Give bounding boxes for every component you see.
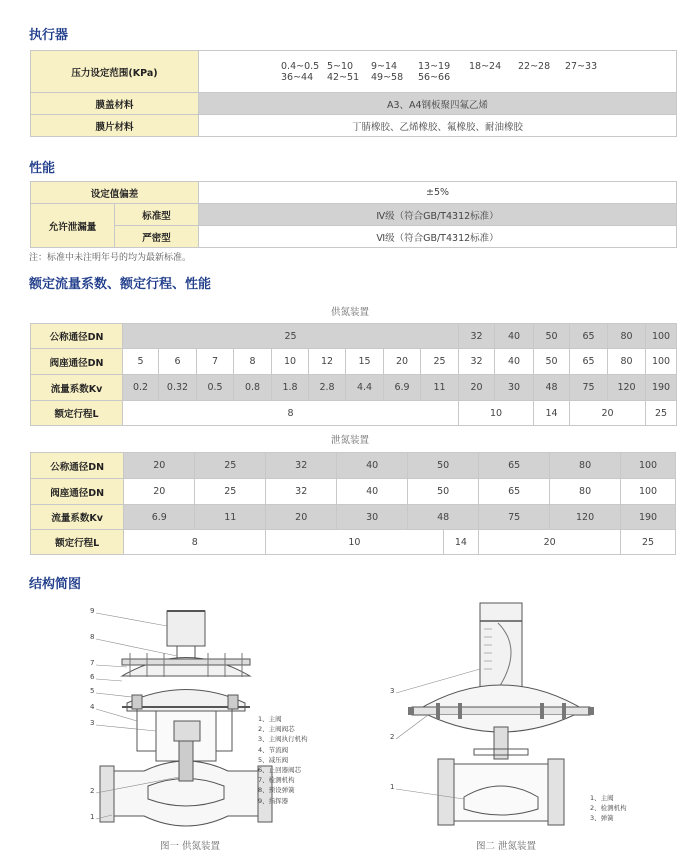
figure1-callout: 1 <box>90 813 95 821</box>
release-dn-row: 公称通径DN 20 25 32 40 50 65 80 100 <box>31 453 676 479</box>
figure2-legend: 1、主阀 2、检测机构 3、弹簧 <box>590 794 627 823</box>
figure1-callout: 5 <box>90 687 95 695</box>
figure2-callout: 1 <box>390 783 395 791</box>
supply-stroke-row: 额定行程L 8 10 14 20 25 <box>31 401 677 426</box>
figure1-callout: 2 <box>90 787 95 795</box>
release-kv-row: 流量系数Kv 6.9 11 20 30 48 75 120 190 <box>31 505 676 530</box>
pressure-row-2: 36~44 42~51 49~58 56~66 <box>281 71 451 83</box>
figure1-callout: 4 <box>90 703 95 711</box>
release-seat-row: 阀座通径DN 20 25 32 40 50 65 80 100 <box>31 479 676 505</box>
standard-type-value: Ⅳ级（符合GB/T4312标准） <box>199 204 677 226</box>
pressure-label: 压力设定范围(KPa) <box>31 51 199 93</box>
figure1-callout: 7 <box>90 659 95 667</box>
section-title-actuator: 执行器 <box>29 28 69 43</box>
pressure-row-1: 0.4~0.5 5~10 9~14 13~19 18~24 22~28 27~33 <box>281 60 598 72</box>
leak-label: 允许泄漏量 <box>31 204 115 248</box>
pressure-values <box>199 51 677 93</box>
diaphragm-material-value: 丁腈橡胶、乙烯橡胶、氟橡胶、耐油橡胶 <box>199 115 677 137</box>
performance-table <box>30 181 677 248</box>
figure1-callout: 3 <box>90 719 95 727</box>
release-caption: 泄氮装置 <box>330 435 369 446</box>
supply-kv-row: 流量系数Kv 0.2 0.32 0.5 0.8 1.8 2.8 4.4 6.9 11 20 30 48 75 120 190 <box>31 375 677 401</box>
figure1-legend: 1、主阀 2、主阀阀芯 3、主阀执行机构 4、节流阀 5、减压阀 6、止回器阀芯 7、检测机构 8、预设弹簧 9、指挥器 <box>258 715 308 805</box>
cover-material-value: A3、A4钢板聚四氟乙烯 <box>199 93 677 115</box>
figure1-callout: 8 <box>90 633 95 641</box>
figure1-drawing <box>82 601 282 836</box>
figure2-callout: 3 <box>390 687 395 695</box>
strict-type-value: Ⅵ级（符合GB/T4312标准） <box>199 226 677 248</box>
section-title-flow: 额定流量系数、额定行程、性能 <box>29 277 212 292</box>
supply-seat-row: 阀座通径DN 5 6 7 8 10 12 15 20 25 32 40 50 65 80 100 <box>31 349 677 375</box>
figure1-callout: 6 <box>90 673 95 681</box>
figure1-callout: 9 <box>90 607 95 615</box>
strict-type-label: 严密型 <box>115 226 199 248</box>
supply-caption: 供氮装置 <box>330 307 369 318</box>
actuator-table <box>30 50 677 137</box>
supply-dn-row: 公称通径DN 25 32 40 50 65 80 100 <box>31 324 677 349</box>
deviation-label: 设定值偏差 <box>31 182 199 204</box>
deviation-value: ±5% <box>199 182 677 204</box>
figure2-drawing <box>388 599 608 834</box>
standard-note: 注：标准中未注明年号的均为最新标准。 <box>29 253 192 263</box>
section-title-structure: 结构简图 <box>29 577 82 592</box>
release-stroke-row: 额定行程L 8 10 14 20 25 <box>31 530 676 555</box>
figure2-caption: 图二 泄氮装置 <box>475 841 537 852</box>
supply-table <box>30 323 677 426</box>
section-title-performance: 性能 <box>29 161 56 176</box>
standard-type-label: 标准型 <box>115 204 199 226</box>
diaphragm-material-label: 膜片材料 <box>31 115 199 137</box>
release-table <box>30 452 676 555</box>
figure2-callout: 2 <box>390 733 395 741</box>
cover-material-label: 膜盖材料 <box>31 93 199 115</box>
figure1-caption: 图一 供氮装置 <box>159 841 221 852</box>
